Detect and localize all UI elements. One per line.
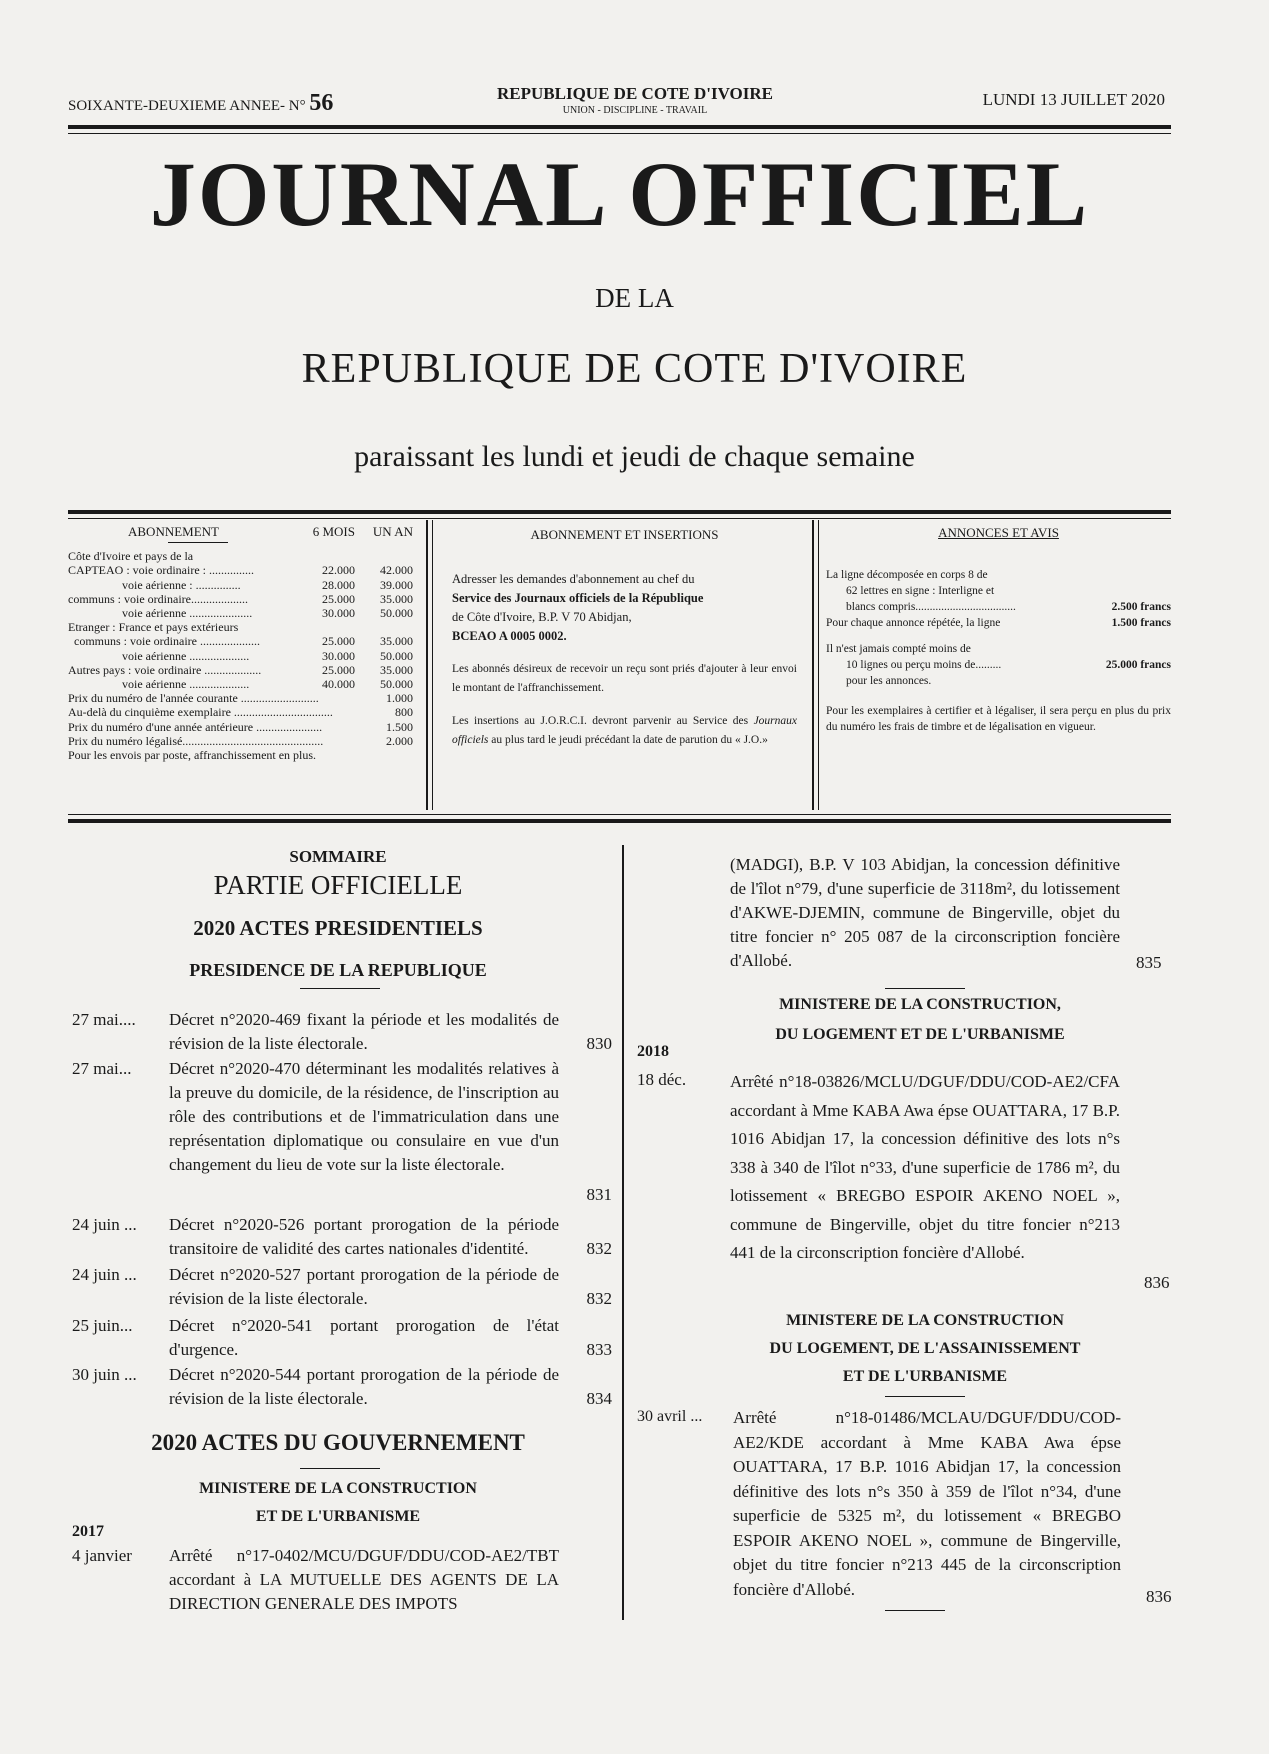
col-6mois: 6 MOIS [312, 524, 355, 539]
abonnement-cell-m: 25.000 [322, 662, 355, 677]
insertions-p3-a: Les insertions au J.O.R.C.I. devront parvenir au Service des [452, 715, 754, 727]
insertions-p3-c: au plus tard le jeudi précédant la date de parution du « J.O.» [488, 734, 768, 746]
entry-date: 24 juin ... [72, 1215, 137, 1234]
ministere1-b: ET DE L'URBANISME [255, 1508, 421, 1525]
text-avril: Arrêté n°18-01486/MCLAU/DGUF/DDU/COD-AE2/KDE accordant à Mme KABA Awa épse OUATTARA, 17 B.P. 1016 Abidjan 17, la concession définitive des lots n°s 350 à 359 de l'îlot n°34, d'une superficie de 5325 m², du lotissement « BREGBO ESPOIR AKENO NOEL », commune de Bingerville, objet du titre foncier n°213 445 de la circonscription foncière d'Allobé. [733, 1408, 1121, 1599]
annonces-title: ANNONCES ET AVIS [938, 525, 1059, 540]
abonnement-cell-m: 30.000 [322, 606, 355, 621]
abonnement-cell-m: 22.000 [322, 563, 355, 578]
insertions-p2: Les abonnés désireux de recevoir un reçu sont priés d'ajouter à leur envoi le montant de l'affranchissement. [452, 663, 797, 694]
abonnement-cell-l: voie aérienne .................... [68, 677, 250, 692]
abonnement-title: ABONNEMENT [128, 524, 219, 539]
entry-text: Décret n°2020-470 déterminant les modalités relatives à la preuve du domicile, de la résidence, de l'inscription au rôle des contributions et de l'immatriculation dans une représentation diplomatique ou consulaire en vue d'un changement du lieu de vote sur la liste électorale. [169, 1059, 559, 1174]
abonnement-cell-m: 30.000 [322, 648, 355, 663]
sommaire-title: SOMMAIRE [289, 847, 387, 866]
abonnement-row [68, 720, 413, 734]
abonnement-cell-r: 50.000 [380, 677, 413, 692]
presidence-underline [300, 988, 380, 989]
abonnement-cell-l: communs : voie ordinaire................... [68, 591, 248, 606]
insertions-box [452, 525, 797, 808]
entry-2017-date: 4 janvier [72, 1546, 132, 1565]
entry-page: 830 [586, 1034, 612, 1053]
country-motto: UNION - DISCIPLINE - TRAVAIL [562, 105, 708, 116]
entry-2017-text: Arrêté n°17-0402/MCU/DGUF/DDU/COD-AE2/TBT accordant à LA MUTUELLE DES AGENTS DE LA DIRECTION GENERALE DES IMPOTS [169, 1546, 559, 1613]
abonnement-row [68, 606, 413, 620]
abonnement-cell-l: Etranger : France et pays extérieurs [68, 620, 239, 635]
box-divider-2b [818, 520, 819, 810]
abonnement-cell-m: 28.000 [322, 577, 355, 592]
abonnement-row [68, 549, 413, 563]
sommaire-entry [72, 1363, 612, 1411]
annonces-l6: 10 lignes ou perçu moins de......... [846, 659, 1002, 671]
issue-line [68, 90, 333, 117]
abonnement-row [68, 705, 413, 719]
abonnement-cell-l: Prix du numéro de l'année courante .......................... [68, 691, 319, 706]
entry-page: 833 [586, 1340, 612, 1359]
entry-date: 27 mai.... [72, 1010, 136, 1029]
insertions-title: ABONNEMENT ET INSERTIONS [530, 527, 719, 542]
annonces-l1: La ligne décomposée en corps 8 de [826, 569, 988, 581]
entry-page: 832 [586, 1289, 612, 1308]
abonnement-cell-l: CAPTEAO : voie ordinaire : ............... [68, 563, 254, 578]
top-rule-thin [68, 133, 1171, 134]
abonnement-cell-r: 800 [395, 705, 413, 720]
abonnement-row [68, 734, 413, 748]
sommaire-entry [72, 1263, 612, 1311]
ministere2-b: DU LOGEMENT ET DE L'URBANISME [775, 1026, 1065, 1043]
ministere3-c: ET DE L'URBANISME [842, 1368, 1008, 1385]
abonnement-cell-m: 40.000 [322, 677, 355, 692]
abonnement-cell-m [333, 705, 371, 719]
presidence-heading: PRESIDENCE DE LA REPUBLIQUE [189, 960, 487, 980]
entry-page: 831 [586, 1185, 612, 1204]
issue-date: LUNDI 13 JUILLET 2020 [982, 90, 1165, 109]
abonnement-row [68, 592, 413, 606]
abonnement-cell-m: 25.000 [322, 591, 355, 606]
abonnement-cell-l: Pour les envois par poste, affranchissement en plus. [68, 748, 317, 763]
sommaire-entry [72, 1057, 612, 1207]
box-divider-1b [432, 520, 433, 810]
insertions-p1-b: Service des Journaux officiels de la République [452, 591, 704, 605]
abonnement-cell-l: voie aérienne ..................... [68, 606, 253, 621]
sommaire-entry [72, 1314, 612, 1362]
abonnement-row [68, 649, 413, 663]
date-avril: 30 avril ... [637, 1408, 703, 1425]
actes-gouvernement: 2020 ACTES DU GOUVERNEMENT [151, 1430, 525, 1455]
abonnement-cell-l: Prix du numéro d'une année antérieure ...................... [68, 719, 323, 734]
country-header [430, 84, 840, 116]
entry-page: 834 [586, 1389, 612, 1408]
abonnement-cell-r: 39.000 [380, 577, 413, 592]
right-underline-3 [885, 1610, 945, 1611]
abonnement-cell-m [303, 620, 355, 634]
top-rule-thick [68, 125, 1171, 129]
abonnement-cell-m [323, 734, 365, 748]
entry-text: Décret n°2020-544 portant prorogation de la période de révision de la liste électorale. [169, 1365, 559, 1408]
insertions-p1 [452, 570, 797, 646]
column-divider [622, 845, 624, 1620]
abonnement-cell-l: Côte d'Ivoire et pays de la [68, 549, 194, 564]
abonnement-row [68, 691, 413, 705]
country-name: REPUBLIQUE DE COTE D'IVOIRE [497, 84, 773, 103]
annonces-row-3 [826, 599, 1171, 615]
abonnement-cell-m [319, 691, 364, 705]
box-divider-1 [426, 520, 428, 810]
abonnement-cell-r: 50.000 [380, 648, 413, 663]
abonnement-cell-r [355, 549, 413, 563]
insertions-p3-b: Journaux officiels [452, 715, 797, 746]
abonnement-cell-m [316, 748, 362, 762]
abonnement-box [68, 525, 413, 808]
text-2018: Arrêté n°18-03826/MCLU/DGUF/DDU/COD-AE2/CFA accordant à Mme KABA Awa épse OUATTARA, 17 B.P. 1016 Abidjan 17, la concession définitive des lots n°s 338 à 340 de l'îlot n°33, d'une superficie de 1786 m², du lotissement « BREGBO ESPOIR AKENO NOEL », commune de Bingerville, objet du titre foncier n°213 441 de la circonscription foncière d'Allobé. [730, 1072, 1120, 1262]
box-divider-2 [812, 520, 814, 810]
masthead-republic: REPUBLIQUE DE COTE D'IVOIRE [301, 346, 968, 392]
abonnement-cell-r: 1.500 [386, 719, 413, 734]
annonces-l3: blancs compris................................... [846, 601, 1016, 613]
entry-text: Décret n°2020-527 portant prorogation de la période de révision de la liste électorale. [169, 1265, 559, 1308]
page-avril: 836 [1146, 1587, 1172, 1606]
abonnement-row [68, 663, 413, 677]
abonnement-row [68, 563, 413, 577]
masthead-de-la: DE LA [595, 283, 674, 313]
entry-text: Décret n°2020-469 fixant la période et les modalités de révision de la liste électorale. [169, 1010, 559, 1053]
entry-date: 24 juin ... [72, 1265, 137, 1284]
entry-date: 25 juin... [72, 1316, 133, 1335]
annonces-l3-value: 2.500 francs [1111, 601, 1171, 613]
page-2018: 836 [1144, 1273, 1170, 1292]
annonces-last: Pour les exemplaires à certifier et à légaliser, il sera perçu en plus du prix du numéro les frais de timbre et de légalisation en vigueur. [826, 705, 1171, 733]
insertions-p3 [452, 712, 797, 750]
ministere2-a: MINISTERE DE LA CONSTRUCTION, [779, 996, 1061, 1013]
abonnement-row [68, 578, 413, 592]
ministere3-b: DU LOGEMENT, DE L'ASSAINISSEMENT [769, 1340, 1081, 1357]
abonnement-cell-m [322, 720, 365, 734]
abonnement-cell-l: voie aérienne .................... [68, 648, 250, 663]
abonnement-cell-r: 1.000 [386, 691, 413, 706]
abonnement-cell-l: voie aérienne : ............... [68, 577, 241, 592]
entry-date: 27 mai... [72, 1059, 132, 1078]
publication-frequency: paraissant les lundi et jeudi de chaque semaine [354, 440, 915, 473]
annonces-l4: Pour chaque annonce répétée, la ligne [826, 617, 1001, 629]
annonces-l6-value: 25.000 francs [1105, 659, 1171, 671]
gouv-underline [300, 1468, 380, 1469]
box-top-rule-thin [68, 518, 1171, 519]
abonnement-rows [68, 549, 413, 762]
abonnement-cell-r: 35.000 [380, 662, 413, 677]
abonnement-cell-m [303, 549, 355, 563]
annonces-box [826, 525, 1171, 808]
abonnement-cell-r: 50.000 [380, 606, 413, 621]
abonnement-cell-r: 42.000 [380, 563, 413, 578]
abonnement-cell-r: 2.000 [386, 733, 413, 748]
abonnement-cell-r [355, 620, 413, 634]
issue-number: 56 [309, 90, 334, 116]
box-bottom-rule-thin [68, 814, 1171, 815]
entry-text: Décret n°2020-526 portant prorogation de la période transitoire de validité des cartes nationales d'identité. [169, 1215, 559, 1258]
partie-officielle: PARTIE OFFICIELLE [213, 870, 463, 900]
sommaire-entry [72, 1008, 612, 1056]
annonces-row-4 [826, 615, 1171, 631]
entry-date: 30 juin ... [72, 1365, 137, 1384]
abonnement-cell-r: 35.000 [380, 591, 413, 606]
annonces-l7: pour les annonces. [846, 675, 932, 687]
year-label: SOIXANTE-DEUXIEME ANNEE- N° [68, 98, 306, 114]
box-top-rule [68, 510, 1171, 514]
ministere3-a: MINISTERE DE LA CONSTRUCTION [786, 1312, 1064, 1329]
annonces-l2: 62 lettres en signe : Interligne et [846, 585, 995, 597]
abonnement-underline [168, 542, 228, 543]
abonnement-cell-r [362, 748, 413, 762]
date-2018: 18 déc. [637, 1070, 687, 1089]
abonnement-row [68, 748, 413, 762]
insertions-p1-a: Adresser les demandes d'abonnement au chef du [452, 572, 695, 586]
year-2018: 2018 [637, 1043, 669, 1060]
abonnement-cell-l: Au-delà du cinquième exemplaire ................................. [68, 705, 333, 720]
annonces-l5: Il n'est jamais compté moins de [826, 643, 971, 655]
insertions-p1-d: BCEAO A 0005 0002. [452, 629, 567, 643]
right-continuation-page: 835 [1136, 953, 1162, 972]
entry-page: 832 [586, 1239, 612, 1258]
abonnement-header [68, 525, 413, 539]
abonnement-cell-l: Autres pays : voie ordinaire ................... [68, 662, 262, 677]
col-un-an: UN AN [372, 524, 413, 539]
sommaire-entry [72, 1213, 612, 1261]
actes-presidentiels: 2020 ACTES PRESIDENTIELS [193, 916, 483, 940]
right-continuation-text: (MADGI), B.P. V 103 Abidjan, la concession définitive de l'îlot n°79, d'une superficie de 3118m², du lotissement d'AKWE-DJEMIN, commune de Bingerville, objet du titre foncier n° 205 087 de la circonscription foncière d'Allobé. [730, 855, 1120, 970]
entry-text: Décret n°2020-541 portant prorogation de l'état d'urgence. [169, 1316, 559, 1359]
annonces-row-6 [826, 657, 1171, 673]
year-2017: 2017 [72, 1523, 104, 1540]
masthead-title: JOURNAL OFFICIEL [149, 143, 1090, 245]
ministere1-a: MINISTERE DE LA CONSTRUCTION [199, 1480, 477, 1497]
right-underline-1 [885, 988, 965, 989]
abonnement-cell-l: communs : voie ordinaire .................... [68, 634, 260, 649]
annonces-l4-value: 1.500 francs [1111, 617, 1171, 629]
entry-2017 [72, 1544, 567, 1624]
insertions-p1-c: de Côte d'Ivoire, B.P. V 70 Abidjan, [452, 610, 632, 624]
box-bottom-rule [68, 819, 1171, 823]
abonnement-row [68, 634, 413, 648]
right-underline-2 [885, 1396, 965, 1397]
abonnement-cell-l: Prix du numéro légalisé............................................... [68, 733, 324, 748]
abonnement-row [68, 620, 413, 634]
abonnement-row [68, 677, 413, 691]
abonnement-cell-m: 25.000 [322, 634, 355, 649]
abonnement-cell-r: 35.000 [380, 634, 413, 649]
